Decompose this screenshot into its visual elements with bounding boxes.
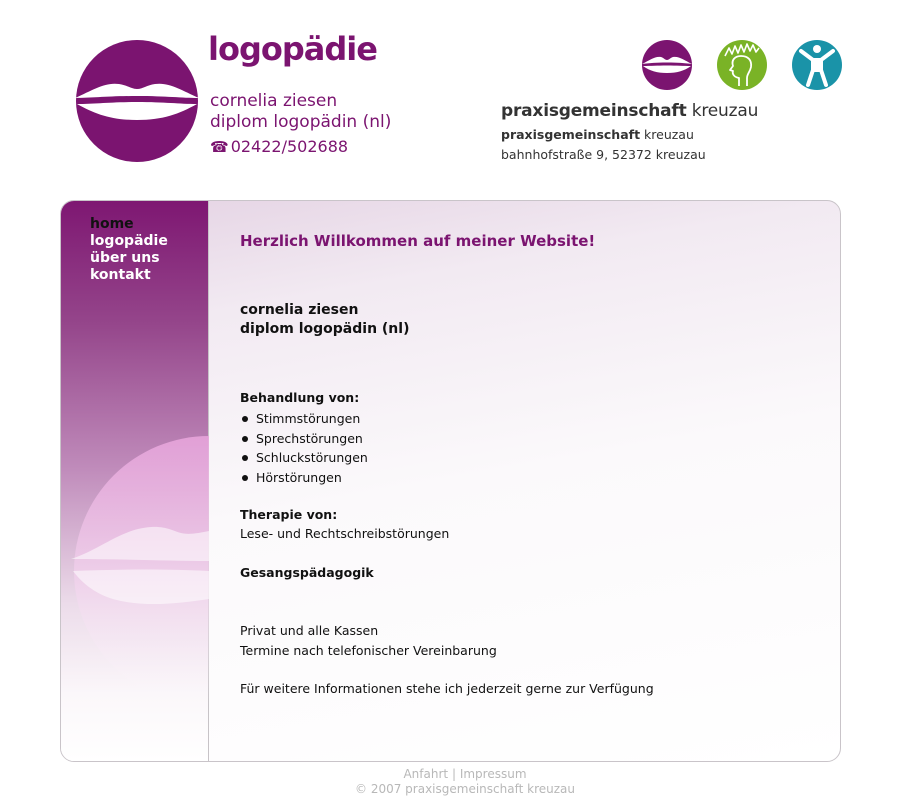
praxis-headline-bold: praxisgemeinschaft bbox=[501, 101, 687, 121]
lips-logo bbox=[75, 40, 199, 162]
content-name: cornelia ziesen bbox=[240, 302, 359, 318]
nav-link-home[interactable]: home bbox=[90, 216, 134, 232]
footer-links bbox=[0, 767, 900, 781]
main-content-box bbox=[60, 200, 841, 762]
human-figure-icon[interactable] bbox=[792, 40, 842, 90]
praxis-headline bbox=[501, 101, 758, 121]
praxis-subtitle bbox=[501, 127, 694, 142]
list-item bbox=[240, 468, 368, 488]
content-degree: diplom logopädin (nl) bbox=[240, 321, 410, 337]
treatment-list bbox=[240, 409, 368, 487]
more-info-text: Für weitere Informationen stehe ich jederzeit gerne zur Verfügung bbox=[240, 681, 654, 696]
praxis-subtitle-light: kreuzau bbox=[644, 127, 694, 142]
treatment-heading: Behandlung von: bbox=[240, 390, 360, 405]
nav-item-kontakt bbox=[90, 267, 168, 284]
sidebar bbox=[61, 201, 209, 761]
list-item bbox=[240, 429, 368, 449]
bullet-icon bbox=[242, 416, 248, 422]
footer-separator: | bbox=[451, 767, 456, 781]
footer-link-impressum[interactable]: Impressum bbox=[459, 767, 527, 781]
phone-number bbox=[210, 137, 348, 156]
nav-item-ueber-uns bbox=[90, 250, 168, 267]
treatment-label: Hörstörungen bbox=[256, 469, 342, 485]
lips-icon[interactable] bbox=[642, 40, 692, 90]
nav-item-home bbox=[90, 216, 168, 233]
nav-item-logopaedie bbox=[90, 233, 168, 250]
phone-icon: ☎ bbox=[210, 138, 229, 156]
bullet-icon bbox=[242, 436, 248, 442]
treatment-label: Sprechstörungen bbox=[256, 430, 363, 446]
brand-title: logopädie bbox=[208, 30, 377, 68]
bullet-icon bbox=[242, 475, 248, 481]
treatment-label: Schluckstörungen bbox=[256, 450, 368, 465]
nav-link-kontakt[interactable]: kontakt bbox=[90, 267, 151, 283]
therapist-degree: diplom logopädin (nl) bbox=[210, 112, 392, 132]
nav-link-ueber-uns[interactable]: über uns bbox=[90, 250, 160, 266]
sidebar-lips-decoration bbox=[61, 431, 209, 731]
phone-text: 02422/502688 bbox=[230, 137, 349, 156]
list-item bbox=[240, 409, 368, 429]
footer-link-anfahrt[interactable]: Anfahrt bbox=[403, 767, 449, 781]
appointments-text: Termine nach telefonischer Vereinbarung bbox=[240, 643, 497, 658]
insurance-text: Privat und alle Kassen bbox=[240, 623, 379, 638]
list-item bbox=[240, 448, 368, 468]
footer-copyright: © 2007 praxisgemeinschaft kreuzau bbox=[355, 782, 575, 796]
main-nav bbox=[90, 216, 168, 284]
praxis-address: bahnhofstraße 9, 52372 kreuzau bbox=[501, 147, 706, 162]
praxis-headline-light: kreuzau bbox=[691, 101, 759, 121]
therapy-text: Lese- und Rechtschreibstörungen bbox=[240, 526, 450, 541]
singing-heading: Gesangspädagogik bbox=[240, 565, 374, 580]
treatment-label: Stimmstörungen bbox=[256, 411, 361, 426]
therapy-heading: Therapie von: bbox=[240, 507, 338, 522]
praxis-subtitle-bold: praxisgemeinschaft bbox=[501, 127, 641, 142]
partner-icons bbox=[642, 40, 842, 90]
therapist-name: cornelia ziesen bbox=[210, 91, 338, 111]
welcome-heading: Herzlich Willkommen auf meiner Website! bbox=[240, 232, 596, 250]
bullet-icon bbox=[242, 455, 248, 461]
head-profile-icon[interactable] bbox=[717, 40, 767, 90]
nav-link-logopaedie[interactable]: logopädie bbox=[90, 233, 168, 249]
